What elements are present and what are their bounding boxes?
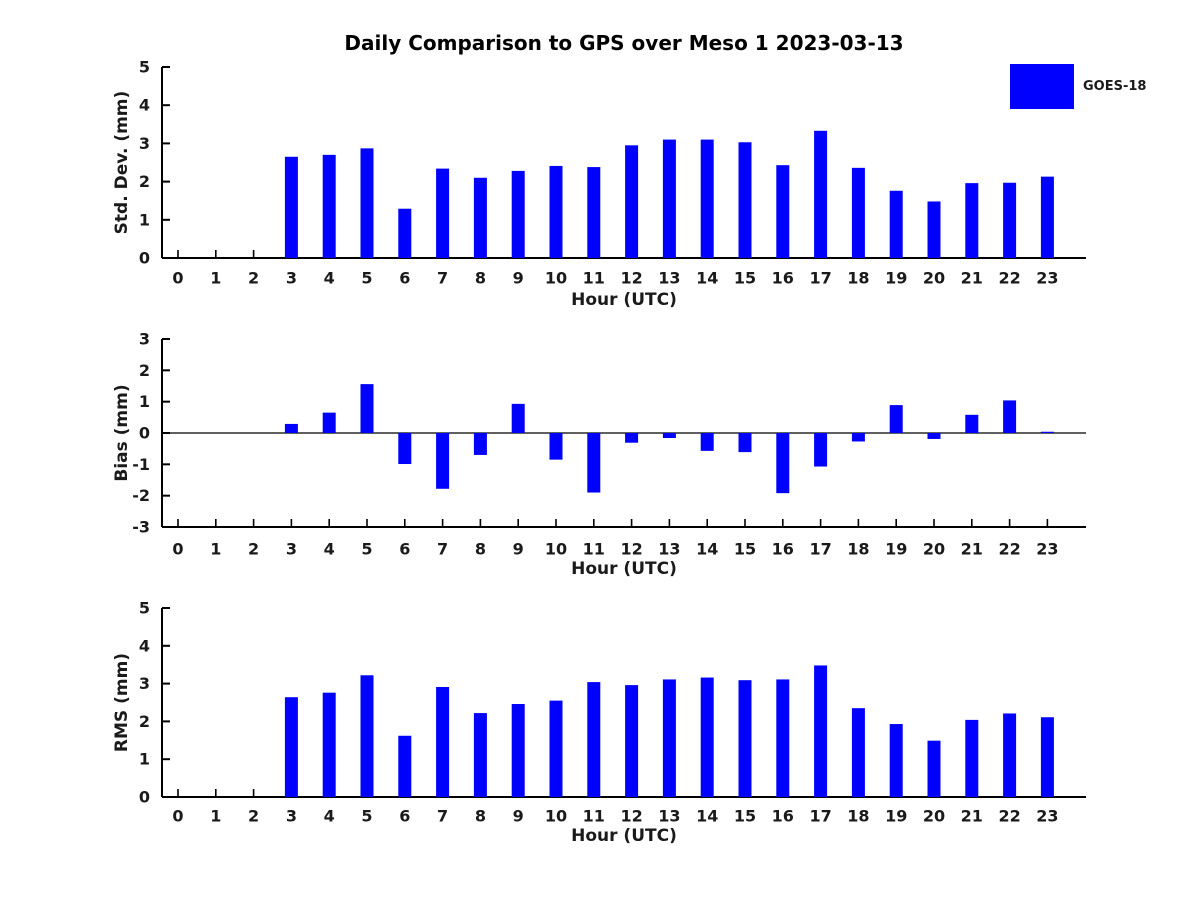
bar-hour-8 <box>474 713 487 797</box>
bar-hour-14 <box>701 678 714 797</box>
bar-hour-17 <box>814 665 827 797</box>
bar-hour-15 <box>739 433 752 452</box>
bar-hour-11 <box>587 167 600 258</box>
bar-hour-3 <box>285 424 298 433</box>
x-tick-label: 7 <box>437 806 449 826</box>
bar-hour-3 <box>285 157 298 258</box>
x-tick-label: 13 <box>658 806 681 826</box>
bar-hour-4 <box>323 155 336 258</box>
y-tick-label: -1 <box>132 454 150 474</box>
y-tick-label: 1 <box>138 749 150 769</box>
bar-hour-17 <box>814 433 827 467</box>
x-tick-label: 8 <box>474 806 486 826</box>
bar-hour-16 <box>776 433 789 493</box>
bar-hour-17 <box>814 131 827 258</box>
x-tick-label: 9 <box>512 268 524 288</box>
bar-hour-7 <box>436 169 449 258</box>
legend-swatch-goes18 <box>1010 64 1074 109</box>
x-tick-label: 16 <box>771 268 794 288</box>
bar-hour-19 <box>890 191 903 258</box>
x-tick-label: 8 <box>474 539 486 559</box>
bar-hour-22 <box>1003 400 1016 433</box>
x-tick-label: 7 <box>437 268 449 288</box>
x-tick-label: 4 <box>323 806 335 826</box>
y-axis-label: Std. Dev. (mm) <box>112 90 132 235</box>
x-tick-label: 11 <box>582 539 605 559</box>
legend <box>1010 64 1146 109</box>
bar-hour-9 <box>512 171 525 258</box>
bar-hour-4 <box>323 693 336 797</box>
x-tick-label: 18 <box>847 539 870 559</box>
bar-hour-22 <box>1003 183 1016 258</box>
bar-hour-20 <box>928 433 941 439</box>
x-tick-label: 23 <box>1036 806 1059 826</box>
x-tick-label: 10 <box>544 268 568 288</box>
bar-hour-12 <box>625 433 638 443</box>
std-dev-chart <box>0 0 1200 310</box>
rms-chart <box>0 580 1200 900</box>
bar-hour-5 <box>361 675 374 797</box>
y-tick-label: 5 <box>138 598 150 618</box>
bar-hour-5 <box>361 384 374 433</box>
y-tick-label: 0 <box>138 787 150 807</box>
bar-hour-14 <box>701 140 714 258</box>
x-tick-label: 8 <box>474 268 486 288</box>
x-tick-label: 18 <box>847 268 870 288</box>
x-tick-label: 17 <box>809 268 832 288</box>
x-tick-label: 19 <box>885 268 908 288</box>
bar-hour-9 <box>512 704 525 797</box>
x-tick-label: 14 <box>696 539 719 559</box>
x-tick-label: 17 <box>809 806 832 826</box>
x-tick-label: 12 <box>620 268 643 288</box>
x-tick-label: 21 <box>960 268 983 288</box>
x-tick-label: 21 <box>960 806 983 826</box>
x-tick-label: 5 <box>361 268 373 288</box>
bias-chart <box>0 310 1200 580</box>
x-tick-label: 20 <box>922 268 946 288</box>
x-tick-label: 3 <box>285 268 297 288</box>
x-tick-label: 3 <box>285 539 297 559</box>
bar-hour-22 <box>1003 713 1016 797</box>
y-tick-label: 5 <box>138 57 150 77</box>
x-tick-label: 2 <box>248 806 260 826</box>
x-axis-label: Hour (UTC) <box>571 290 677 310</box>
bar-hour-9 <box>512 404 525 433</box>
bar-hour-23 <box>1041 177 1054 258</box>
bar-hour-19 <box>890 724 903 797</box>
bar-hour-10 <box>550 166 563 258</box>
bar-hour-6 <box>398 433 411 464</box>
x-tick-label: 3 <box>285 806 297 826</box>
bar-hour-10 <box>550 433 563 460</box>
x-tick-label: 1 <box>210 539 222 559</box>
bar-hour-10 <box>550 701 563 797</box>
x-tick-label: 2 <box>248 539 260 559</box>
x-tick-label: 20 <box>922 539 946 559</box>
x-tick-label: 19 <box>885 806 908 826</box>
bar-hour-7 <box>436 687 449 797</box>
y-tick-label: 3 <box>138 133 150 153</box>
bar-hour-18 <box>852 168 865 258</box>
bar-hour-23 <box>1041 432 1054 433</box>
x-tick-label: 0 <box>172 806 184 826</box>
x-tick-label: 22 <box>998 806 1021 826</box>
x-tick-label: 0 <box>172 539 184 559</box>
x-tick-label: 13 <box>658 539 681 559</box>
x-tick-label: 12 <box>620 806 643 826</box>
bar-hour-13 <box>663 679 676 797</box>
x-tick-label: 22 <box>998 268 1021 288</box>
bar-hour-14 <box>701 433 714 451</box>
bar-hour-3 <box>285 697 298 797</box>
legend-label: GOES-18 <box>1083 79 1147 94</box>
x-tick-label: 19 <box>885 539 908 559</box>
bar-hour-16 <box>776 165 789 258</box>
x-tick-label: 11 <box>582 268 605 288</box>
x-tick-label: 1 <box>210 806 222 826</box>
bar-hour-23 <box>1041 717 1054 797</box>
bar-hour-8 <box>474 178 487 258</box>
y-tick-label: 0 <box>138 423 150 443</box>
y-axis-label: RMS (mm) <box>112 652 132 753</box>
x-tick-label: 21 <box>960 539 983 559</box>
x-axis-label: Hour (UTC) <box>571 559 677 579</box>
x-tick-label: 0 <box>172 268 184 288</box>
y-tick-label: 4 <box>138 636 150 656</box>
y-tick-label: 1 <box>138 392 150 412</box>
x-tick-label: 14 <box>696 806 719 826</box>
x-tick-label: 23 <box>1036 268 1059 288</box>
x-tick-label: 6 <box>399 539 411 559</box>
x-tick-label: 16 <box>771 539 794 559</box>
bar-hour-20 <box>928 741 941 797</box>
y-tick-label: 4 <box>138 95 150 115</box>
x-tick-label: 2 <box>248 268 260 288</box>
x-tick-label: 13 <box>658 268 681 288</box>
bar-hour-6 <box>398 736 411 797</box>
x-tick-label: 5 <box>361 539 373 559</box>
y-axis-label: Bias (mm) <box>112 384 132 482</box>
bar-hour-16 <box>776 679 789 797</box>
x-tick-label: 16 <box>771 806 794 826</box>
bar-hour-5 <box>361 148 374 258</box>
x-tick-label: 17 <box>809 539 832 559</box>
x-tick-label: 22 <box>998 539 1021 559</box>
x-tick-label: 5 <box>361 806 373 826</box>
bar-hour-20 <box>928 201 941 258</box>
bar-hour-7 <box>436 433 449 489</box>
x-axis-label: Hour (UTC) <box>571 826 677 846</box>
x-tick-label: 15 <box>733 806 757 826</box>
bar-hour-13 <box>663 140 676 258</box>
bar-hour-8 <box>474 433 487 455</box>
x-tick-label: 10 <box>544 806 568 826</box>
x-tick-label: 4 <box>323 539 335 559</box>
bar-hour-13 <box>663 433 676 438</box>
bar-hour-6 <box>398 209 411 258</box>
bar-hour-19 <box>890 405 903 433</box>
bar-hour-12 <box>625 145 638 258</box>
x-tick-label: 23 <box>1036 539 1059 559</box>
bar-hour-18 <box>852 433 865 441</box>
x-tick-label: 10 <box>544 539 568 559</box>
bar-hour-21 <box>965 183 978 258</box>
figure-title: Daily Comparison to GPS over Meso 1 2023-03-13 <box>344 31 904 55</box>
x-tick-label: 6 <box>399 268 411 288</box>
bar-hour-11 <box>587 682 600 797</box>
x-tick-label: 11 <box>582 806 605 826</box>
x-tick-label: 1 <box>210 268 222 288</box>
y-tick-label: 3 <box>138 329 150 349</box>
x-tick-label: 20 <box>922 806 946 826</box>
bar-hour-4 <box>323 413 336 433</box>
bar-hour-18 <box>852 708 865 797</box>
x-tick-label: 14 <box>696 268 719 288</box>
bar-hour-21 <box>965 720 978 797</box>
x-tick-label: 9 <box>512 539 524 559</box>
bar-hour-15 <box>739 680 752 797</box>
y-tick-label: -2 <box>132 486 150 506</box>
x-tick-label: 18 <box>847 806 870 826</box>
y-tick-label: 1 <box>138 210 150 230</box>
x-tick-label: 12 <box>620 539 643 559</box>
y-tick-label: 3 <box>138 674 150 694</box>
bar-hour-12 <box>625 685 638 797</box>
bar-hour-15 <box>739 142 752 258</box>
x-tick-label: 7 <box>437 539 449 559</box>
x-tick-label: 4 <box>323 268 335 288</box>
y-tick-label: 2 <box>138 172 150 192</box>
y-tick-label: 0 <box>138 248 150 268</box>
bar-hour-21 <box>965 415 978 433</box>
y-tick-label: 2 <box>138 711 150 731</box>
bar-hour-11 <box>587 433 600 493</box>
y-tick-label: -3 <box>132 517 150 537</box>
y-tick-label: 2 <box>138 360 150 380</box>
x-tick-label: 15 <box>733 539 757 559</box>
x-tick-label: 9 <box>512 806 524 826</box>
x-tick-label: 6 <box>399 806 411 826</box>
x-tick-label: 15 <box>733 268 757 288</box>
